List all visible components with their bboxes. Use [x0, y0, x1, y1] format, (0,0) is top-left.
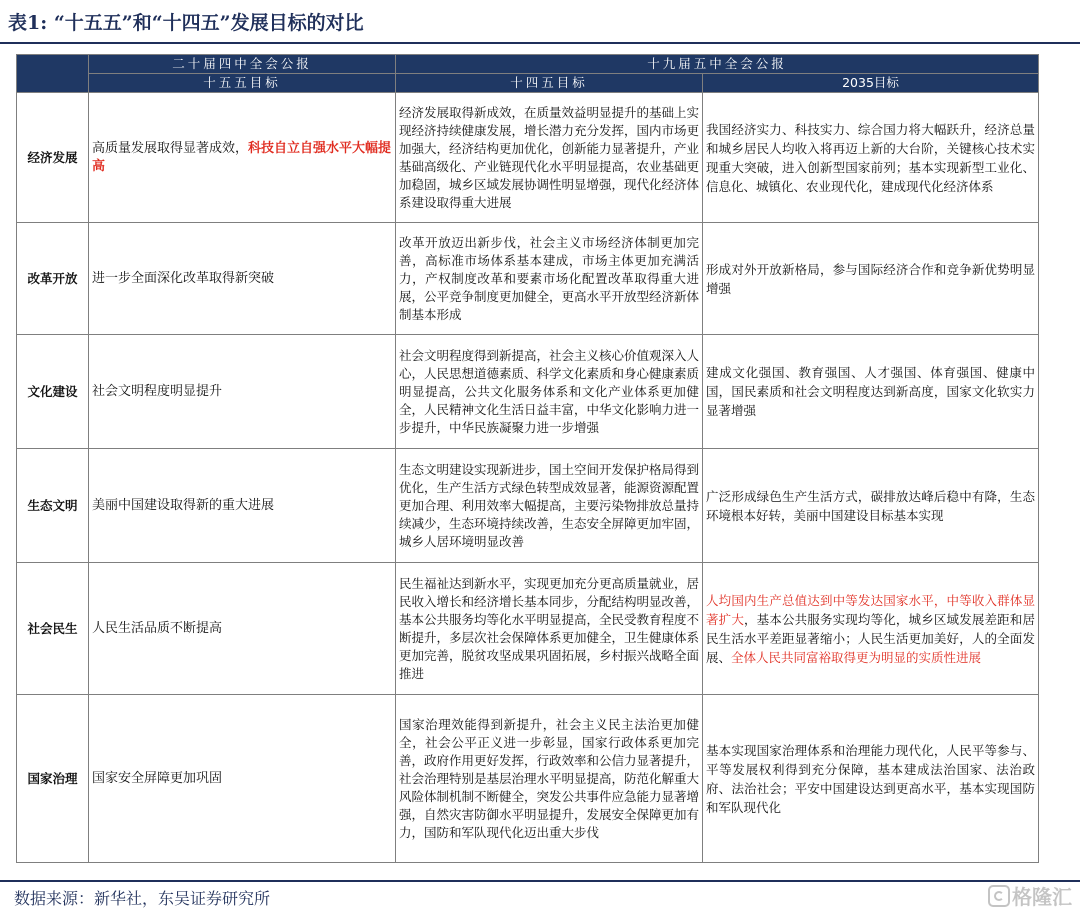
watermark: [988, 881, 1072, 910]
header-group-right: 十九届五中全会公报: [396, 55, 1039, 74]
row-goal-15: 国家安全屏障更加巩固: [89, 695, 396, 863]
row-goal-14: 民生福祉达到新水平，实现更加充分更高质量就业，居民收入增长和经济增长基本同步，分配结构明显改善，基本公共服务均等化水平明显提高，全民受教育程度不断提升，多层次社会保障体系更加健全，卫生健康体系更加完善，脱贫攻坚成果巩固拓展，乡村振兴战略全面推进: [396, 563, 703, 695]
goal-2035-text: ，基本公共服务实现均等化，城乡区域发展差距和居民生活水平差距显著缩小；人民生活更加美好，人的全面发展、: [706, 611, 1036, 665]
table-row: [17, 695, 1039, 863]
row-category: 改革开放: [17, 223, 89, 335]
bottom-divider: [0, 880, 1080, 882]
header-col-15: 十五五目标: [89, 74, 396, 93]
header-col-2035: 2035目标: [703, 74, 1039, 93]
row-goal-2035: 建成文化强国、教育强国、人才强国、体育强国、健康中国，国民素质和社会文明程度达到新高度，国家文化软实力显著增强: [703, 335, 1039, 449]
table-row: [17, 449, 1039, 563]
row-goal-15: 人民生活品质不断提高: [89, 563, 396, 695]
goal-15-text: 高质量发展取得显著成效，: [92, 140, 249, 156]
row-goal-14: 经济发展取得新成效，在质量效益明显提升的基础上实现经济持续健康发展，增长潜力充分发挥，国内市场更加强大，经济结构更加优化，创新能力显著提升，产业基础高级化、产业链现代化水平明显提高，农业基础更加稳固，城乡区域发展协调性明显增强，现代化经济体系建设取得重大进展: [396, 93, 703, 223]
row-category: 经济发展: [17, 93, 89, 223]
table-row: [17, 563, 1039, 695]
comparison-table: [16, 54, 1039, 863]
goal-15-highlight: 科技自立自强水平大幅提高: [92, 140, 392, 174]
row-category: 生态文明: [17, 449, 89, 563]
table-row: [17, 93, 1039, 223]
row-goal-2035: 我国经济实力、科技实力、综合国力将大幅跃升，经济总量和城乡居民人均收入将再迈上新的大台阶，关键核心技术实现重大突破，进入创新型国家前列；基本实现新型工业化、信息化、城镇化、农业现代化，建成现代化经济体系: [703, 93, 1039, 223]
row-goal-14: 社会文明程度得到新提高，社会主义核心价值观深入人心，人民思想道德素质、科学文化素质和身心健康素质明显提高，公共文化服务体系和文化产业体系更加健全，人民精神文化生活日益丰富，中华文化影响力进一步提升，中华民族凝聚力进一步增强: [396, 335, 703, 449]
row-goal-14: 改革开放迈出新步伐，社会主义市场经济体制更加完善，高标准市场体系基本建成，市场主体更加充满活力，产权制度改革和要素市场化配置改革取得重大进展，公平竞争制度更加健全，更高水平开放型经济新体制基本形成: [396, 223, 703, 335]
table-title: 表1: “十五五”和“十四五”发展目标的对比: [8, 12, 364, 34]
watermark-text: 格隆汇: [1012, 885, 1072, 909]
row-goal-15: [89, 93, 396, 223]
row-category: 国家治理: [17, 695, 89, 863]
header-row-2: [17, 74, 1039, 93]
row-goal-2035: 形成对外开放新格局，参与国际经济合作和竞争新优势明显增强: [703, 223, 1039, 335]
top-divider: [0, 42, 1080, 44]
table-row: [17, 223, 1039, 335]
table-row: [17, 335, 1039, 449]
row-goal-2035: 基本实现国家治理体系和治理能力现代化，人民平等参与、平等发展权利得到充分保障，基本建成法治国家、法治政府、法治社会；平安中国建设达到更高水平，基本实现国防和军队现代化: [703, 695, 1039, 863]
row-goal-14: 生态文明建设实现新进步，国土空间开发保护格局得到优化，生产生活方式绿色转型成效显著，能源资源配置更加合理、利用效率大幅提高，主要污染物排放总量持续减少，生态环境持续改善，生态安全屏障更加牢固，城乡人居环境明显改善: [396, 449, 703, 563]
row-category: 社会民生: [17, 563, 89, 695]
header-group-left: 二十届四中全会公报: [89, 55, 396, 74]
data-source-note: 数据来源：新华社，东吴证券研究所: [14, 889, 271, 908]
goal-2035-highlight-1: 人均国内生产总值达到中等发达国家水平，中等收入群体显著扩大: [706, 592, 1036, 627]
row-goal-14: 国家治理效能得到新提升，社会主义民主法治更加健全，社会公平正义进一步彰显，国家行政体系更加完善，政府作用更好发挥，行政效率和公信力显著提升，社会治理特别是基层治理水平明显提高，防范化解重大风险体制机制不断健全，突发公共事件应急能力显著增强，自然灾害防御水平明显提升，发展安全保障更加有力，国防和军队现代化迈出重大步伐: [396, 695, 703, 863]
goal-2035-highlight-2: 全体人民共同富裕取得更为明显的实质性进展: [731, 649, 982, 665]
row-goal-2035: 广泛形成绿色生产生活方式，碳排放达峰后稳中有降，生态环境根本好转，美丽中国建设目标基本实现: [703, 449, 1039, 563]
watermark-logo-icon: [988, 885, 1010, 907]
row-goal-15: 进一步全面深化改革取得新突破: [89, 223, 396, 335]
header-row-1: [17, 55, 1039, 74]
row-goal-2035: [703, 563, 1039, 695]
row-goal-15: 美丽中国建设取得新的重大进展: [89, 449, 396, 563]
row-goal-15: 社会文明程度明显提升: [89, 335, 396, 449]
row-category: 文化建设: [17, 335, 89, 449]
header-col-14: 十四五目标: [396, 74, 703, 93]
header-blank-cell: [17, 55, 89, 93]
